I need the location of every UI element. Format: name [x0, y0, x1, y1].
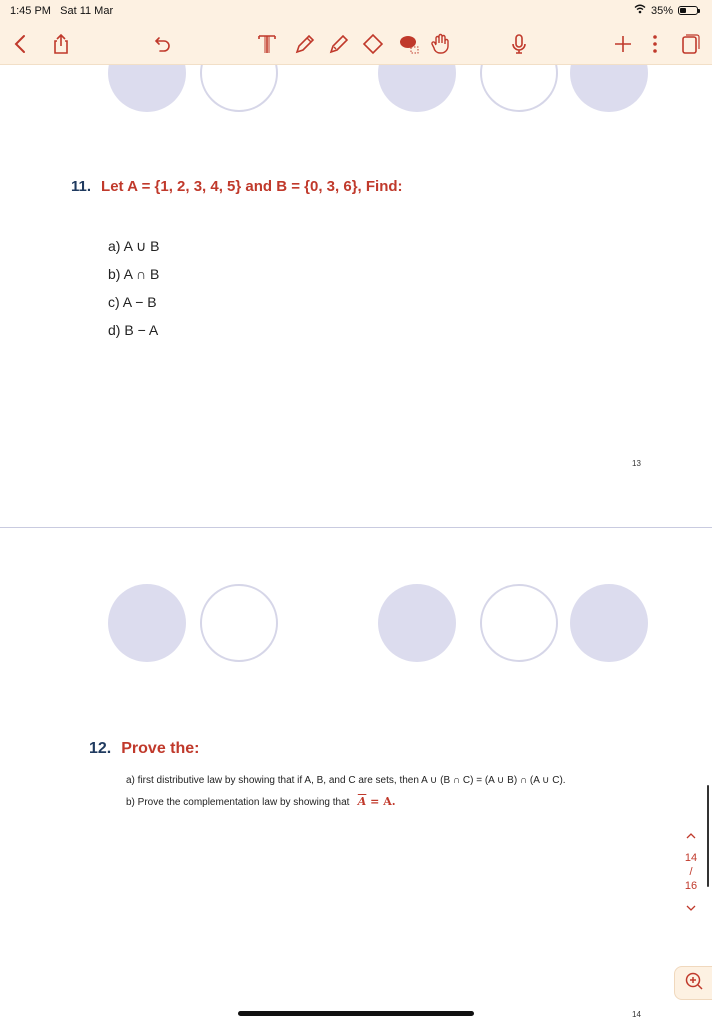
status-time-date: [10, 5, 113, 17]
undo-icon[interactable]: [150, 31, 176, 57]
decorative-circle: [200, 584, 278, 662]
sub-item-b: b) A ∩ B: [108, 266, 160, 282]
toolbar: [0, 22, 712, 65]
status-date: Sat 11 Mar: [60, 5, 114, 17]
sub-item-a: a) A ∪ B: [108, 238, 160, 254]
question-12-part-b: [126, 795, 396, 808]
question-12-title: [89, 740, 200, 758]
decorative-circle: [108, 584, 186, 662]
page-divider: [0, 527, 712, 528]
pages-icon[interactable]: [676, 31, 702, 57]
question-11-title: [71, 178, 403, 195]
zoom-button[interactable]: [674, 966, 712, 1000]
add-icon[interactable]: [610, 31, 636, 57]
complement-a-bar: $\overline{A}$: [357, 795, 367, 808]
lasso-icon[interactable]: [396, 31, 422, 57]
question-text: Let A = {1, 2, 3, 4, 5} and B = {0, 3, 6}, Find:: [101, 178, 403, 195]
eraser-icon[interactable]: [360, 31, 386, 57]
decorative-circle: [570, 584, 648, 662]
sub-item-c: c) A − B: [108, 294, 157, 310]
question-number: 12.: [89, 740, 112, 757]
page-number: 13: [632, 459, 641, 468]
microphone-icon[interactable]: [506, 31, 532, 57]
part-b-text: b) Prove the complementation law by showing that: [126, 797, 350, 808]
question-number: 11.: [71, 178, 92, 195]
current-page: 14: [684, 852, 698, 864]
decorative-circle: [378, 584, 456, 662]
page-up-icon[interactable]: [676, 830, 706, 852]
share-icon[interactable]: [48, 31, 74, 57]
scrollbar[interactable]: [707, 785, 709, 887]
page-down-icon[interactable]: [676, 902, 706, 917]
home-indicator[interactable]: [238, 1011, 474, 1016]
page-navigator: [676, 830, 706, 930]
question-12-part-a: a) first distributive law by showing that if A, B, and C are sets, then A ∪ (B ∩ C) = (A ∪ B) ∩ (A ∪ C).: [126, 775, 566, 786]
formula-rest: = A.: [366, 795, 396, 808]
battery-percent: 35%: [650, 4, 673, 17]
total-pages: 16: [684, 880, 698, 892]
battery-icon: [678, 6, 698, 15]
wifi-icon: [634, 4, 646, 17]
hand-icon[interactable]: [428, 31, 454, 57]
page-number: 14: [632, 1010, 641, 1019]
pencil-icon[interactable]: [292, 31, 318, 57]
status-time: 1:45 PM: [10, 5, 51, 17]
text-tool-icon[interactable]: [254, 31, 280, 57]
status-bar: [0, 0, 712, 22]
zoom-in-icon: [684, 971, 704, 996]
decorative-circle: [480, 584, 558, 662]
complement-formula: [358, 795, 396, 808]
highlighter-icon[interactable]: [326, 31, 352, 57]
sub-item-d: d) B − A: [108, 322, 159, 338]
more-icon[interactable]: [642, 31, 668, 57]
page-separator: /: [689, 866, 693, 878]
question-text: Prove the:: [121, 740, 200, 757]
question-11-items: [108, 238, 160, 350]
back-icon[interactable]: [8, 31, 34, 57]
